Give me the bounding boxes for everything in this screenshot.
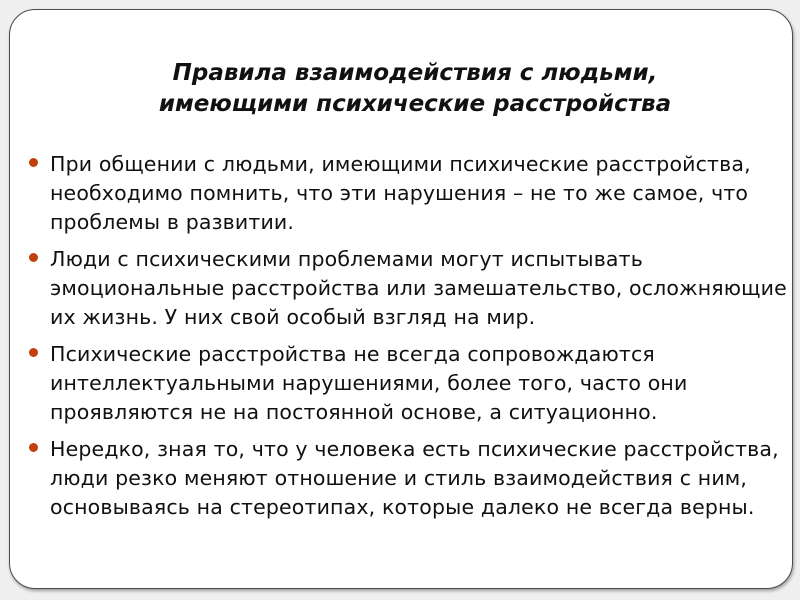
title-line-1: Правила взаимодействия с людьми, — [172, 60, 658, 86]
bullet-item-4 — [27, 435, 797, 522]
content-card — [9, 9, 793, 589]
bullet-item-3 — [27, 340, 797, 427]
bullet-item-1 — [27, 150, 797, 237]
bullet-dot-icon — [29, 158, 38, 167]
bullet-text-2: Люди с психическими проблемами могут испытывать эмоциональные расстройства или замешательство, осложняющие их жизнь. У них свой особый взгляд на мир. — [50, 247, 787, 329]
bullet-dot-icon — [29, 253, 38, 262]
bullet-text-3: Психические расстройства не всегда сопровождаются интеллектуальными нарушениями, более того, часто они проявляются не на постоянной основе, а ситуационно. — [50, 342, 688, 424]
title-line-2: имеющими психические расстройства — [158, 91, 672, 117]
bullet-dot-icon — [29, 443, 38, 452]
bullet-item-2 — [27, 245, 797, 332]
bullet-text-4: Нередко, зная то, что у человека есть психические расстройства, люди резко меняют отношение и стиль взаимодействия с ним, основываясь на стереотипах, которые далеко не всегда верны. — [50, 437, 779, 519]
bullet-list — [27, 150, 797, 530]
bullet-dot-icon — [29, 348, 38, 357]
bullet-text-1: При общении с людьми, имеющими психические расстройства, необходимо помнить, что эти нарушения – не то же самое, что проблемы в развитии. — [50, 152, 751, 234]
slide-title — [110, 58, 720, 120]
